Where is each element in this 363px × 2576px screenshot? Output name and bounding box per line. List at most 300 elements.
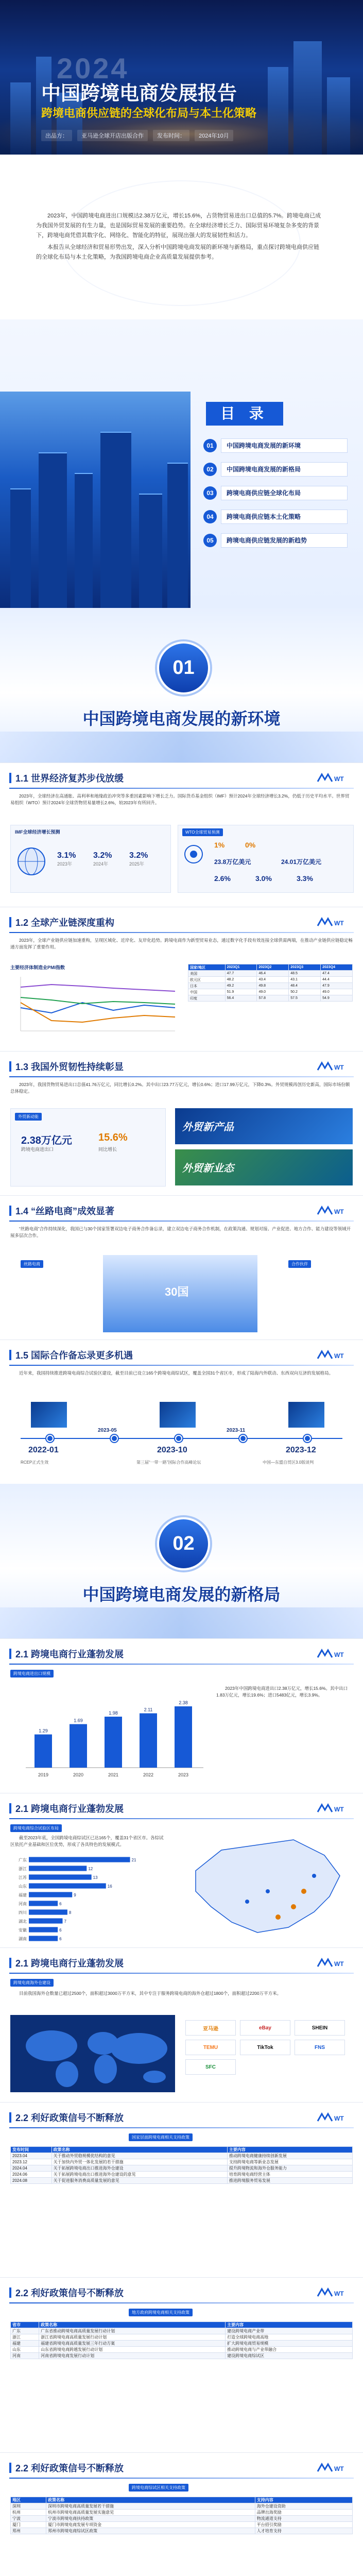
tick-label: 浙江 — [19, 1866, 27, 1871]
table-cell: 54.9 — [321, 995, 353, 1002]
intro-text — [36, 211, 324, 264]
toc-label: 中国跨境电商发展的新格局 — [221, 462, 348, 477]
paragraph-text: 目前我国海外仓数量已超过2500个，面积超过3000万平方米，其中专注于服务跨境电商的海外仓超过1800个，面积超过2200万平方米。 — [19, 1991, 282, 1996]
pmi-line-chart — [10, 972, 180, 1039]
heading-rule — [9, 1221, 354, 1222]
brand-logo-icon — [316, 1646, 352, 1662]
toc-item[interactable] — [203, 533, 348, 548]
cover — [0, 0, 363, 155]
toc-item[interactable] — [203, 509, 348, 524]
table-cell: 培育跨境电商经营主体 — [227, 2172, 352, 2178]
table-cell: 关于拓展跨境电商出口推进海外仓建设的意见 — [51, 2172, 227, 2178]
series-line — [21, 1003, 175, 1013]
platform-logo: SHEIN — [295, 2020, 345, 2036]
sub-tag: 国家层面跨境电商相关支持政策 — [129, 2133, 193, 2141]
timeline-dot — [46, 1435, 54, 1442]
bar — [175, 1706, 192, 1768]
table-cell: 发布时间 — [11, 2147, 52, 2153]
kpi-value: 3.0% — [255, 874, 272, 883]
cover-year: 2024 — [57, 52, 129, 84]
bar — [29, 1927, 58, 1932]
data-label: 7 — [64, 1919, 66, 1924]
table-cell: 日本 — [188, 983, 226, 989]
table-row — [11, 2334, 353, 2341]
table-row — [188, 971, 353, 977]
page-1-5 — [0, 1340, 363, 1484]
brand-logo-icon — [316, 2460, 352, 2476]
table-cell: 地区 — [11, 2497, 46, 2503]
table-cell: 2023Q4 — [321, 964, 353, 971]
platform-logo: TikTok — [240, 2040, 290, 2055]
timeline-event: 中国—东盟自贸区3.0版谈判 — [263, 1460, 314, 1465]
data-label: 16 — [107, 1884, 112, 1889]
heading-rule — [9, 932, 354, 933]
banner-text: 外贸新产品 — [182, 1122, 234, 1133]
brand-logo-icon — [316, 1203, 352, 1218]
table-row — [11, 2510, 353, 2516]
page-heading — [9, 1061, 124, 1072]
table-cell: 2024.06 — [11, 2172, 52, 2178]
event-photo — [288, 1402, 324, 1428]
table-row — [11, 2147, 353, 2153]
table-cell: 48.5 — [289, 971, 321, 977]
table-cell: 杭州市跨境电商高质量发展实施意见 — [46, 2510, 255, 2516]
heading-rule — [9, 2478, 354, 2479]
table-cell: 福建省跨境电商高质量发展三年行动方案 — [39, 2341, 226, 2347]
toc-label: 跨境电商供应链发展的新趋势 — [221, 533, 348, 548]
tick-label: 2019 — [38, 1772, 49, 1777]
bar — [29, 1918, 63, 1923]
table-row — [11, 2353, 353, 2359]
page-2-1-b — [0, 1793, 363, 1948]
table-cell: 省市 — [11, 2322, 39, 2328]
table-cell: 47.9 — [321, 983, 353, 989]
table-cell: 49.8 — [257, 983, 289, 989]
sub-tag: 地方政府跨境电商相关支持政策 — [129, 2309, 193, 2316]
sub-tag: 跨境电商综试区相关支持政策 — [129, 2484, 188, 2492]
table-row — [11, 2172, 353, 2178]
kpi-value: 15.6% — [98, 1132, 128, 1143]
paragraph-text: 2023年，全球经济在高通胀、高利率和地缘政治冲突等多重因素影响下增长乏力。国际货币基金组织（IMF）预计2024年全球经济增长3.2%，仍低于历史平均水平。世界贸易组织（WTO）预计2024年全球货物贸易量增长2.6%，较2023年有所回升。 — [10, 793, 350, 805]
page-1-4 — [0, 1195, 363, 1340]
table-cell: 郑州 — [11, 2528, 46, 2534]
toc-page — [0, 319, 363, 608]
building — [327, 77, 350, 155]
building — [10, 82, 31, 155]
table-row — [188, 977, 353, 983]
table-cell: 推动跨境电商健康持续创新发展 — [227, 2153, 352, 2159]
page-heading — [9, 1803, 124, 1814]
forum-photo — [103, 1255, 257, 1332]
table-cell: 物流通道支持 — [255, 2516, 352, 2522]
table-cell: 宁波市跨境电商扶持政策 — [46, 2516, 255, 2522]
brand-logo-icon — [316, 1347, 352, 1363]
kpi-value: 3.2% 2024年 — [93, 851, 112, 867]
table-row — [188, 995, 353, 1002]
data-label: 9 — [74, 1892, 76, 1897]
toc-number: 03 — [203, 486, 217, 500]
platform-logo: 亚马逊 — [185, 2020, 236, 2036]
page-heading — [9, 2287, 124, 2298]
table-cell: 关于加快内外贸一体化发展的若干措施 — [51, 2159, 227, 2165]
heading-rule — [9, 1818, 354, 1819]
svg-text:WT: WT — [334, 1806, 344, 1813]
tower — [39, 452, 67, 608]
heading-text: 1.1 世界经济复苏步伐放缓 — [15, 773, 124, 784]
tick-label: 四川 — [19, 1910, 27, 1915]
page-1-1 — [0, 762, 363, 907]
bar — [70, 1724, 87, 1768]
table-cell: 人才培育支持 — [255, 2528, 352, 2534]
china-map-icon — [175, 1829, 350, 1943]
data-label: 6 — [59, 1901, 62, 1906]
table-cell: 海外仓建设资助 — [255, 2503, 352, 2510]
timeline-date: 2023-12 — [286, 1446, 316, 1454]
bar — [140, 1714, 157, 1768]
toc-label: 中国跨境电商发展的新环境 — [221, 438, 348, 453]
table-cell: 43.4 — [257, 977, 289, 983]
section-02-hero — [0, 1484, 363, 1638]
policy-table — [10, 2497, 353, 2534]
svg-text:WT: WT — [334, 920, 344, 927]
export-bar-chart — [10, 1683, 206, 1781]
table-cell: 49.0 — [321, 989, 353, 995]
world-map-icon — [10, 2015, 175, 2092]
page-2-2-c — [0, 2452, 363, 2576]
page-paragraph — [10, 1990, 353, 1998]
paragraph-text: 2023年，全球产业链供应链加速重构，呈现区域化、近岸化、友岸化趋势。跨境电商作为新型贸易业态，通过数字化手段有效连接全球供需两端，在推动产业链供应链稳定畅通方面发挥了重要作用。 — [10, 938, 353, 950]
pmi-table — [188, 964, 353, 1002]
bar — [105, 1717, 122, 1768]
page-1-2 — [0, 907, 363, 1052]
tick-label: 2023 — [178, 1772, 189, 1777]
card-tag: WTO全球贸易预测 — [182, 828, 223, 836]
svg-text:WT: WT — [334, 1064, 344, 1071]
banner-image — [175, 1149, 353, 1185]
table-cell: 郑州市跨境电商综试区政策 — [46, 2528, 255, 2534]
table-cell: 47.7 — [225, 971, 257, 977]
page-heading — [9, 1205, 114, 1216]
sub-tag: 跨境电商综合试验区布局 — [10, 1824, 62, 1832]
meta-label: 出品方： — [41, 130, 72, 141]
table-row — [11, 2159, 353, 2165]
heading-rule — [9, 1973, 354, 1974]
bar — [29, 1901, 58, 1906]
timeline-dot — [239, 1435, 247, 1442]
table-cell: 河南省跨境电商发展行动计划 — [39, 2353, 226, 2359]
table-cell: 48.4 — [289, 983, 321, 989]
table-cell: 2023Q3 — [289, 964, 321, 971]
globe-icon — [16, 846, 47, 877]
heading-rule — [9, 1076, 354, 1077]
meta-label: 发布时间： — [153, 130, 189, 141]
card-title: IMF全球经济增长预测 — [15, 829, 60, 835]
hero-band — [0, 732, 363, 762]
data-label: 1.69 — [74, 1718, 83, 1723]
table-cell: 2023.04 — [11, 2153, 52, 2159]
heading-text: 1.5 国际合作备忘录更多机遇 — [15, 1350, 133, 1361]
heading-text: 2.1 跨境电商行业蓬勃发展 — [15, 1649, 124, 1659]
table-row — [11, 2341, 353, 2347]
page-paragraph — [10, 793, 353, 808]
tick-label: 广东 — [19, 1857, 27, 1862]
toc-item[interactable] — [203, 485, 348, 501]
table-cell: 支持跨境电商等新业态发展 — [227, 2159, 352, 2165]
table-row — [188, 983, 353, 989]
svg-text:WT: WT — [334, 775, 344, 783]
page-2-2-b — [0, 2277, 363, 2453]
banner-image — [175, 1108, 353, 1144]
sub-tag: 跨境电商海外仓建设 — [10, 1979, 54, 1987]
tick-label: 安徽 — [19, 1927, 27, 1933]
table-cell: 打造全球跨境电商高地 — [226, 2334, 353, 2341]
heading-text: 2.1 跨境电商行业蓬勃发展 — [15, 1804, 124, 1814]
platform-logo: FNS — [295, 2040, 345, 2055]
table-cell: 品牌出海奖励 — [255, 2510, 352, 2516]
table-row — [11, 2516, 353, 2522]
bar — [29, 1936, 58, 1941]
heading-text: 2.1 跨境电商行业蓬勃发展 — [15, 1958, 124, 1969]
toc-number: 01 — [203, 439, 217, 452]
table-cell: 关于拓展跨境电商出口推进海外仓建设 — [51, 2165, 227, 2172]
table-cell: 主要内容 — [227, 2147, 352, 2153]
brand-logo-icon — [316, 2285, 352, 2300]
data-label: 21 — [131, 1857, 136, 1862]
section-number-badge: 02 — [157, 1517, 210, 1570]
section-number-badge: 01 — [157, 641, 210, 694]
intro-paragraph: 2023年，中国跨境电商进出口规模达2.38万亿元，增长15.6%，占货物贸易进出口总值的5.7%。跨境电商已成为我国外贸发展的有生力量，也是国际贸易发展的重要趋势。在全球经济增长乏力、国际贸易环境复杂多变的背景下，跨境电商凭借其数字化、网络化、智能化的特征，展现出强大的发展韧性和活力。 — [36, 213, 321, 239]
page-paragraph — [10, 1370, 353, 1378]
section-title: 中国跨境电商发展的新格局 — [82, 1585, 281, 1604]
table-cell: 推进跨境服务贸易发展 — [227, 2178, 352, 2184]
photo-caption: 30国 — [165, 1285, 189, 1298]
tower — [10, 488, 31, 608]
page-heading — [9, 917, 114, 928]
table-cell: 扩大跨境电商贸易规模 — [226, 2341, 353, 2347]
series-line — [21, 985, 175, 991]
wto-card — [178, 825, 354, 893]
table-cell: 建设跨境电商综试区 — [226, 2353, 353, 2359]
brand-logo-icon — [316, 770, 352, 786]
platform-logo: eBay — [240, 2020, 290, 2036]
table-row — [11, 2528, 353, 2534]
svg-text:WT: WT — [334, 1352, 344, 1360]
toc-number: 05 — [203, 534, 217, 547]
intro-page — [0, 155, 363, 319]
table-cell: 政策名称 — [46, 2497, 255, 2503]
svg-text:WT: WT — [334, 2290, 344, 2297]
page-heading — [9, 1648, 124, 1659]
toc-label: 跨境电商供应链本土化策略 — [221, 510, 348, 524]
banner-text: 外贸新业态 — [182, 1163, 234, 1174]
brand-logo-icon — [316, 914, 352, 930]
table-cell: 杭州 — [11, 2510, 46, 2516]
paragraph-text: 2023年中国跨境电商进出口2.38万亿元，增长15.6%。其中出口1.83万亿元，增长19.6%；进口5483亿元，增长3.9%。 — [216, 1686, 348, 1698]
bar — [29, 1857, 130, 1862]
page-2-1-a — [0, 1638, 363, 1793]
timeline-dot — [175, 1435, 182, 1442]
section-01-hero — [0, 608, 363, 762]
kpi-value: 2.6% — [214, 874, 231, 883]
table-cell: 49.2 — [225, 983, 257, 989]
table-cell: 47.4 — [321, 971, 353, 977]
toc-number: 02 — [203, 463, 217, 476]
heading-text: 2.2 利好政策信号不断释放 — [15, 2463, 124, 2473]
bar — [29, 1883, 106, 1888]
heading-text: 1.3 我国外贸韧性持续彰显 — [15, 1062, 124, 1072]
platform-logos — [185, 2020, 353, 2075]
kpi-label: 同比增长 — [98, 1147, 117, 1152]
kpi-label: 跨境电商进出口 — [21, 1147, 54, 1152]
heading-rule — [9, 788, 354, 789]
svg-text:WT: WT — [334, 2115, 344, 2122]
page-paragraph — [10, 937, 353, 952]
table-cell: 深圳市跨境电商高质量发展若干措施 — [46, 2503, 255, 2510]
data-label: 8 — [68, 1910, 72, 1915]
table-cell: 广东 — [11, 2328, 39, 2334]
tower — [100, 432, 131, 608]
toc-title: 目 录 — [206, 402, 283, 426]
table-cell: 政策名称 — [51, 2147, 227, 2153]
platform-logo: TEMU — [185, 2040, 236, 2055]
page-heading — [9, 2112, 124, 2123]
tick-label: 江苏 — [19, 1875, 27, 1880]
un-emblem-icon — [183, 844, 204, 865]
cover-subtitle: 跨境电商供应链的全球化布局与本土化策略 — [41, 107, 257, 120]
bar — [29, 1892, 72, 1897]
tick-label: 湖南 — [19, 1936, 27, 1941]
table-cell: 山东省跨境电商跨越发展行动计划 — [39, 2347, 226, 2353]
paragraph-text: 近年来，我国持续推进跨境电商综合试验区建设，截至目前已设立165个跨境电商综试区，覆盖全国31个省区市，形成了陆海内外联动、东西双向互济的发展格局。 — [19, 1370, 334, 1376]
table-cell: 深圳 — [11, 2503, 46, 2510]
toc-item[interactable] — [203, 462, 348, 477]
heading-text: 2.2 利好政策信号不断释放 — [15, 2113, 124, 2123]
tick-label: 2022 — [143, 1772, 154, 1777]
brand-logo-icon — [316, 1801, 352, 1816]
data-label: 13 — [93, 1875, 98, 1880]
intro-paragraph: 本报告从全球经济和贸易形势出发，深入分析中国跨境电商发展的新环境与新格局，重点探讨跨境电商供应链的全球化布局与本土化策略，为我国跨境电商企业高质量发展提供参考。 — [36, 244, 319, 260]
table-cell: 国家/地区 — [188, 964, 226, 971]
svg-text:WT: WT — [334, 1960, 344, 1968]
table-cell: 美国 — [188, 971, 226, 977]
table-cell: 57.8 — [257, 995, 289, 1002]
tick-label: 河南 — [19, 1901, 27, 1906]
data-label: 6 — [59, 1936, 62, 1941]
table-row — [11, 2522, 353, 2528]
page-heading — [9, 1957, 124, 1969]
tag: 丝路电商 — [21, 1260, 43, 1268]
timeline-dot — [304, 1435, 311, 1442]
bar — [29, 1874, 92, 1879]
heading-text: 1.2 全球产业链深度重构 — [15, 918, 115, 928]
tick-label: 福建 — [19, 1892, 27, 1897]
bar — [29, 1909, 67, 1914]
table-row — [11, 2165, 353, 2172]
table-cell: 关于促进服务消费高质量发展的意见 — [51, 2178, 227, 2184]
data-label: 2.38 — [179, 1700, 188, 1705]
policy-table — [10, 2321, 353, 2359]
chart-title: 主要经济体制造业PMI指数 — [10, 965, 65, 970]
page-2-1-c — [0, 1947, 363, 2103]
series-line — [21, 997, 175, 1004]
event-photo — [160, 1402, 196, 1428]
table-cell: 福建 — [11, 2341, 39, 2347]
table-row — [11, 2328, 353, 2334]
table-cell: 56.4 — [225, 995, 257, 1002]
pilot-zone-hbar-chart — [10, 1855, 165, 1943]
table-row — [11, 2497, 353, 2503]
kpi-value: 2.38万亿元 — [21, 1135, 72, 1146]
table-cell: 政策名称 — [39, 2322, 226, 2328]
tick-label: 山东 — [19, 1884, 27, 1889]
table-cell: 中国 — [188, 989, 226, 995]
timeline-event: 第三届“一带一路”国际合作高峰论坛 — [136, 1460, 201, 1465]
svg-text:WT: WT — [334, 2465, 344, 2472]
brand-logo-icon — [316, 1059, 352, 1074]
tag: 合作伙伴 — [288, 1260, 311, 1268]
table-cell: 2023Q1 — [225, 964, 257, 971]
meta-value: 亚马逊全球开店出版合作 — [77, 130, 148, 141]
timeline-date: 2022-01 — [28, 1446, 59, 1454]
paragraph-text: 2023年，我国货物贸易进出口总值41.76万亿元，同比增长0.2%。其中出口23.77万亿元，增长0.6%；进口17.99万亿元，下降0.3%。外贸规模再创历史新高，国际市场份额总体稳定。 — [10, 1082, 350, 1094]
table-cell: 厦门市跨境电商发展专项资金 — [46, 2522, 255, 2528]
table-row — [188, 989, 353, 995]
table-cell: 提升跨境物流和海外仓服务能力 — [227, 2165, 352, 2172]
brand-logo-icon — [316, 1955, 352, 1971]
table-cell: 2024.04 — [11, 2165, 52, 2172]
section-title: 中国跨境电商发展的新环境 — [82, 709, 281, 728]
sub-tag: 跨境电商进出口规模 — [10, 1670, 54, 1677]
table-row — [11, 2503, 353, 2510]
building — [293, 41, 322, 155]
building — [268, 67, 288, 155]
svg-text:WT: WT — [334, 1651, 344, 1658]
heading-rule — [9, 1365, 354, 1366]
data-label: 6 — [59, 1927, 62, 1933]
table-cell: 河南 — [11, 2353, 39, 2359]
kpi-value: 1% — [214, 841, 225, 849]
policy-table — [10, 2146, 353, 2184]
toc-label: 跨境电商供应链全球化布局 — [221, 486, 348, 500]
bar — [34, 1735, 52, 1768]
page-paragraph — [10, 1226, 353, 1241]
tower — [75, 473, 93, 608]
table-cell: 浙江 — [11, 2334, 39, 2341]
paragraph-text: 截至2023年底，全国跨境电商综试区已达165个，覆盖31个省区市。各综试区依托产业基础和区位优势，形成了各具特色的发展模式。 — [10, 1835, 164, 1847]
table-cell: 厦门 — [11, 2522, 46, 2528]
bar — [29, 1866, 87, 1871]
heading-rule — [9, 1664, 354, 1665]
table-cell: 46.4 — [257, 971, 289, 977]
table-cell: 2024.08 — [11, 2178, 52, 2184]
table-cell: 推动跨境电商与产业带融合 — [226, 2347, 353, 2353]
data-label: 12 — [88, 1866, 93, 1871]
tick-label: 2021 — [108, 1772, 119, 1777]
table-cell: 57.5 — [289, 995, 321, 1002]
table-cell: 48.2 — [225, 977, 257, 983]
table-row — [11, 2178, 353, 2184]
table-row — [11, 2322, 353, 2328]
tower — [167, 463, 188, 608]
toc-number: 04 — [203, 510, 217, 523]
table-cell: 山东 — [11, 2347, 39, 2353]
table-cell: 平台招引奖励 — [255, 2522, 352, 2528]
toc-item[interactable] — [203, 438, 348, 453]
table-cell: 广东省推动跨境电商高质量发展行动计划 — [39, 2328, 226, 2334]
svg-text:WT: WT — [334, 1208, 344, 1215]
table-cell: 主要内容 — [226, 2322, 353, 2328]
meta-value: 2024年10月 — [195, 130, 233, 141]
